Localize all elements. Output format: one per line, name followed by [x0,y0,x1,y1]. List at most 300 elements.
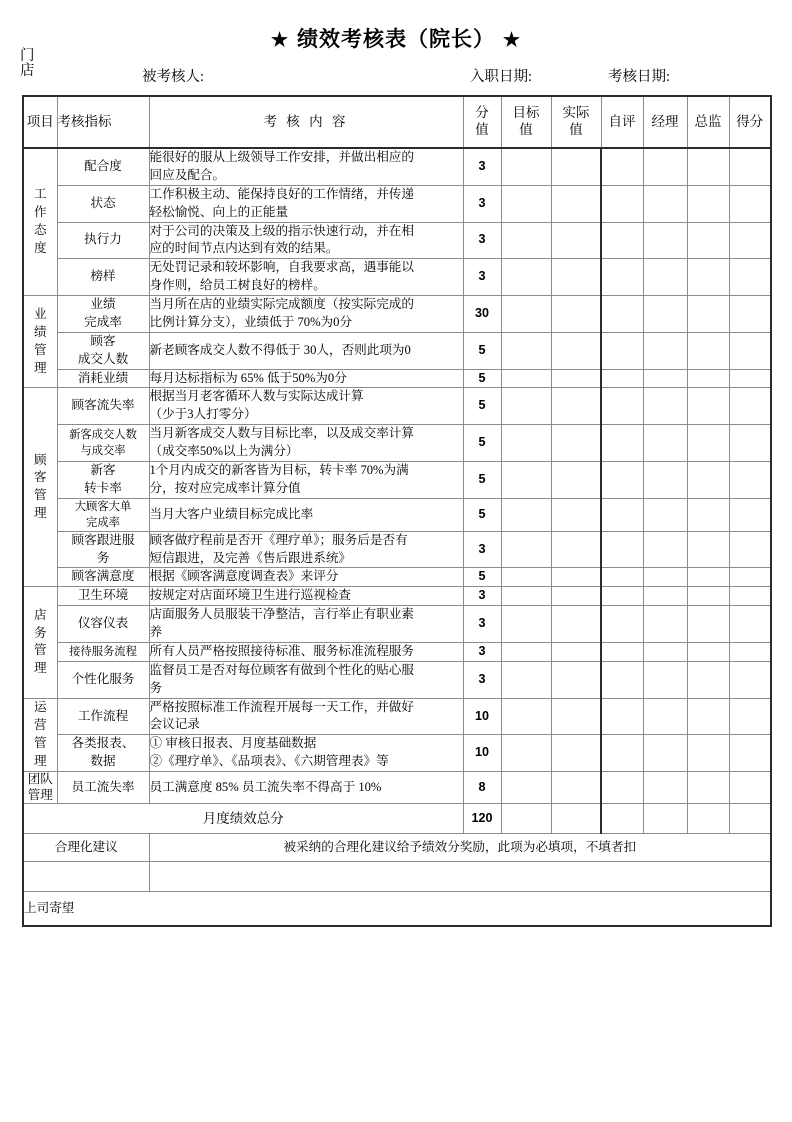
manager-rating-input-cell[interactable] [643,606,687,643]
table-row [23,531,771,568]
content-text: 工作积极主动、能保持良好的工作情绪，并传递 [149,186,414,201]
content-text: 会议记录 [149,717,200,732]
self-rating-input-cell[interactable] [601,148,643,185]
table-row [23,568,771,587]
category-label: 团队管理 [27,772,53,802]
indicator-cell [57,498,149,531]
total-manager-cell[interactable] [643,804,687,834]
indicator-text: 接待服务流程 [69,645,137,658]
category-label: 顾客管理 [33,452,47,521]
content-text: 能很好的服从上级领导工作安排，并做出相应的 [149,150,414,164]
content-cell [149,222,463,259]
category-label: 店务管理 [33,607,47,676]
score-value-cell: 3 [463,606,501,643]
target-input-cell[interactable] [501,425,551,462]
actual-input-cell[interactable] [551,772,601,804]
target-input-cell[interactable] [501,735,551,772]
column-header-score: 分 值 [463,96,501,148]
target-input-cell[interactable] [501,498,551,531]
content-cell [149,388,463,425]
self-rating-input-cell[interactable] [601,531,643,568]
self-rating-input-cell[interactable] [601,661,643,698]
indicator-text: 配合度 [84,158,122,173]
content-text: 短信跟进，及完善《售后跟进系统》 [149,550,351,565]
target-input-cell[interactable] [501,698,551,735]
self-rating-input-cell[interactable] [601,642,643,661]
indicator-text: 务 [96,550,110,565]
indicator-cell [57,296,149,333]
indicator-cell [57,332,149,369]
actual-input-cell[interactable] [551,259,601,296]
final-score-input-cell[interactable] [729,772,771,804]
target-input-cell[interactable] [501,222,551,259]
column-header-actual: 实际 值 [551,96,601,148]
final-score-input-cell[interactable] [729,568,771,587]
actual-input-cell[interactable] [551,222,601,259]
score-value-cell: 5 [463,568,501,587]
target-input-cell[interactable] [501,772,551,804]
actual-input-cell[interactable] [551,332,601,369]
content-cell [149,332,463,369]
indicator-text: 卫生环境 [77,588,129,603]
table-header-row [23,96,771,148]
score-value-cell: 3 [463,185,501,222]
category-label: 业绩管理 [33,306,47,375]
manager-rating-input-cell[interactable] [643,222,687,259]
content-text: 轻松愉悦、向上的正能量 [149,204,289,219]
indicator-text: 业绩 [90,297,116,311]
self-rating-input-cell[interactable] [601,369,643,388]
manager-rating-input-cell[interactable] [643,498,687,531]
total-self-cell[interactable] [601,804,643,834]
target-input-cell[interactable] [501,148,551,185]
indicator-text: 执行力 [84,232,122,247]
table-row [23,148,771,185]
category-cell [23,388,57,587]
content-text: 根据当月老客循环人数与实际达成计算 [149,389,364,404]
indicator-text: 榜样 [90,269,116,284]
director-rating-input-cell[interactable] [687,606,729,643]
content-text: 身作则，给员工树良好的榜样。 [149,278,326,293]
actual-input-cell[interactable] [551,296,601,333]
category-label: 运营管理 [33,700,47,768]
target-input-cell[interactable] [501,185,551,222]
self-rating-input-cell[interactable] [601,568,643,587]
self-rating-input-cell[interactable] [601,735,643,772]
director-rating-input-cell[interactable] [687,222,729,259]
final-score-input-cell[interactable] [729,698,771,735]
self-rating-input-cell[interactable] [601,772,643,804]
total-score-value: 120 [463,804,501,834]
final-score-input-cell[interactable] [729,332,771,369]
table-row [23,698,771,735]
table-row [23,606,771,643]
supervisor-expectation-cell[interactable]: 上司寄望 [23,892,771,926]
column-header-content: 考 核 内 容 [149,96,463,148]
column-header-indicator-line1: 考核 [57,113,85,129]
content-cell [149,606,463,643]
suggestion-row [23,834,771,862]
final-score-input-cell[interactable] [729,642,771,661]
manager-rating-input-cell[interactable] [643,698,687,735]
score-value-cell: 10 [463,735,501,772]
self-rating-input-cell[interactable] [601,259,643,296]
column-header-indicator-line2: 指标 [84,113,112,129]
actual-input-cell[interactable] [551,461,601,498]
indicator-text: 消耗业绩 [77,370,129,385]
actual-input-cell[interactable] [551,642,601,661]
manager-rating-input-cell[interactable] [643,259,687,296]
score-value-cell: 5 [463,461,501,498]
final-score-input-cell[interactable] [729,587,771,606]
total-label: 月度绩效总分 [23,804,463,834]
indicator-cell [57,606,149,643]
indicator-cell [57,531,149,568]
table-row [23,185,771,222]
title-text: 绩效考核表（院长） [297,27,495,51]
content-cell [149,698,463,735]
content-text: 养 [149,625,163,640]
self-rating-input-cell[interactable] [601,698,643,735]
table-row [23,332,771,369]
column-header-manager: 经理 [643,96,687,148]
indicator-text: 顾客 [90,333,116,348]
final-score-input-cell[interactable] [729,259,771,296]
total-director-cell[interactable] [687,804,729,834]
total-target-cell[interactable] [501,804,551,834]
actual-input-cell[interactable] [551,698,601,735]
content-cell [149,661,463,698]
assessee-field-label[interactable]: 被考核人: [142,68,205,85]
content-text: 店面服务人员服装干净整洁，言行举止有职业素 [149,607,414,622]
score-value-cell: 3 [463,148,501,185]
actual-input-cell[interactable] [551,531,601,568]
indicator-text: 与成交率 [80,445,126,457]
content-text: 所有人员严格按照接待标准、服务标准流程服务 [149,643,414,658]
indicator-cell [57,642,149,661]
content-text: 员工满意度 85% 员工流失率不得高于 10% [149,779,382,794]
content-cell [149,369,463,388]
content-cell [149,185,463,222]
actual-input-cell[interactable] [551,587,601,606]
total-actual-cell[interactable] [551,804,601,834]
content-cell [149,531,463,568]
score-value-cell: 5 [463,369,501,388]
table-row [23,425,771,462]
content-cell [149,259,463,296]
content-text: 当月所在店的业绩实际完成额度（按实际完成的 [149,297,414,311]
category-cell [23,587,57,698]
evaluation-table [22,95,772,927]
manager-rating-input-cell[interactable] [643,461,687,498]
suggestion-input-cell[interactable] [149,862,771,892]
store-label: 门店 [20,47,35,79]
manager-rating-input-cell[interactable] [643,735,687,772]
total-row [23,804,771,834]
target-input-cell[interactable] [501,259,551,296]
score-value-cell: 3 [463,259,501,296]
evaluation-table-body [23,96,771,926]
actual-input-cell[interactable] [551,388,601,425]
indicator-text: 员工流失率 [71,779,135,794]
manager-rating-input-cell[interactable] [643,568,687,587]
table-row [23,222,771,259]
star-right-icon: ★ [503,30,522,51]
final-score-input-cell[interactable] [729,369,771,388]
category-cell [23,772,57,804]
column-header-item: 项目 [23,96,57,148]
content-text: 分，按对应完成率计算分值 [149,480,301,495]
content-cell [149,642,463,661]
column-header-indicator [57,96,149,148]
actual-input-cell[interactable] [551,661,601,698]
manager-rating-input-cell[interactable] [643,388,687,425]
target-input-cell[interactable] [501,606,551,643]
table-row [23,661,771,698]
target-input-cell[interactable] [501,369,551,388]
score-value-cell: 5 [463,498,501,531]
content-text: （少于3人打零分） [149,407,257,422]
self-rating-input-cell[interactable] [601,461,643,498]
indicator-cell [57,587,149,606]
director-rating-input-cell[interactable] [687,642,729,661]
target-input-cell[interactable] [501,661,551,698]
column-header-self: 自评 [601,96,643,148]
category-cell [23,148,57,296]
content-cell [149,587,463,606]
self-rating-input-cell[interactable] [601,222,643,259]
final-score-input-cell[interactable] [729,735,771,772]
target-input-cell[interactable] [501,388,551,425]
score-value-cell: 30 [463,296,501,333]
score-value-cell: 3 [463,642,501,661]
final-score-input-cell[interactable] [729,388,771,425]
target-input-cell[interactable] [501,642,551,661]
director-rating-input-cell[interactable] [687,388,729,425]
content-cell [149,772,463,804]
indicator-text: 转卡率 [84,480,122,495]
content-text: 每月达标指标为 65% 低于50%为0分 [149,370,347,385]
indicator-cell [57,661,149,698]
final-score-input-cell[interactable] [729,606,771,643]
final-score-input-cell[interactable] [729,222,771,259]
indicator-text: 个性化服务 [71,671,135,686]
indicator-text: 新客 [90,462,116,477]
manager-rating-input-cell[interactable] [643,332,687,369]
self-rating-input-cell[interactable] [601,296,643,333]
column-header-final: 得分 [729,96,771,148]
director-rating-input-cell[interactable] [687,498,729,531]
content-text: ②《理疗单》、《品项表》、《六期管理表》等 [149,754,389,769]
indicator-cell [57,425,149,462]
manager-rating-input-cell[interactable] [643,296,687,333]
wish-row [23,892,771,926]
indicator-text: 顾客满意度 [71,569,135,584]
content-text: 1个月内成交的新客皆为目标，转卡率 70%为满 [149,462,409,477]
content-text: 当月新客成交人数与目标比率，以及成交率计算 [149,426,414,441]
manager-rating-input-cell[interactable] [643,185,687,222]
director-rating-input-cell[interactable] [687,461,729,498]
score-value-cell: 5 [463,425,501,462]
director-rating-input-cell[interactable] [687,425,729,462]
table-row [23,642,771,661]
target-input-cell[interactable] [501,531,551,568]
suggestion-blank-left[interactable] [23,862,149,892]
final-score-input-cell[interactable] [729,185,771,222]
final-score-input-cell[interactable] [729,661,771,698]
self-rating-input-cell[interactable] [601,587,643,606]
director-rating-input-cell[interactable] [687,735,729,772]
actual-input-cell[interactable] [551,185,601,222]
actual-input-cell[interactable] [551,498,601,531]
category-label: 工作态度 [33,187,47,255]
manager-rating-input-cell[interactable] [643,531,687,568]
indicator-cell [57,461,149,498]
manager-rating-input-cell[interactable] [643,661,687,698]
director-rating-input-cell[interactable] [687,369,729,388]
table-row [23,259,771,296]
indicator-text: 成交人数 [77,351,129,366]
hire-date-field-label[interactable]: 入职日期: [470,68,533,85]
director-rating-input-cell[interactable] [687,698,729,735]
table-row [23,296,771,333]
score-value-cell: 3 [463,587,501,606]
target-input-cell[interactable] [501,332,551,369]
total-final-cell[interactable] [729,804,771,834]
self-rating-input-cell[interactable] [601,498,643,531]
content-cell [149,296,463,333]
column-header-target: 目标 值 [501,96,551,148]
target-input-cell[interactable] [501,587,551,606]
score-value-cell: 5 [463,332,501,369]
final-score-input-cell[interactable] [729,148,771,185]
director-rating-input-cell[interactable] [687,185,729,222]
indicator-cell [57,148,149,185]
indicator-cell [57,568,149,587]
actual-input-cell[interactable] [551,148,601,185]
director-rating-input-cell[interactable] [687,332,729,369]
indicator-text: 新客成交人数 [69,428,137,441]
actual-input-cell[interactable] [551,369,601,388]
indicator-cell [57,388,149,425]
indicator-cell [57,772,149,804]
final-score-input-cell[interactable] [729,461,771,498]
self-rating-input-cell[interactable] [601,185,643,222]
content-text: 务 [149,680,163,695]
content-text: 根据《顾客满意度调查表》来评分 [149,569,339,584]
director-rating-input-cell[interactable] [687,148,729,185]
actual-input-cell[interactable] [551,606,601,643]
target-input-cell[interactable] [501,296,551,333]
actual-input-cell[interactable] [551,735,601,772]
indicator-text: 完成率 [86,516,120,529]
self-rating-input-cell[interactable] [601,425,643,462]
page-title [0,0,792,53]
director-rating-input-cell[interactable] [687,587,729,606]
indicator-cell [57,735,149,772]
final-score-input-cell[interactable] [729,498,771,531]
final-score-input-cell[interactable] [729,425,771,462]
score-value-cell: 8 [463,772,501,804]
target-input-cell[interactable] [501,568,551,587]
self-rating-input-cell[interactable] [601,606,643,643]
review-date-field-label[interactable]: 考核日期: [608,68,671,85]
content-cell [149,461,463,498]
column-header-director: 总监 [687,96,729,148]
indicator-text: 仪容仪表 [77,616,129,631]
content-text: 顾客做疗程前是否开《理疗单》；服务后是否有 [149,532,408,547]
manager-rating-input-cell[interactable] [643,425,687,462]
content-text: 对于公司的决策及上级的指示快速行动，并在相 [149,223,414,238]
target-input-cell[interactable] [501,461,551,498]
director-rating-input-cell[interactable] [687,531,729,568]
self-rating-input-cell[interactable] [601,388,643,425]
director-rating-input-cell[interactable] [687,259,729,296]
director-rating-input-cell[interactable] [687,296,729,333]
manager-rating-input-cell[interactable] [643,642,687,661]
score-value-cell: 3 [463,531,501,568]
indicator-text: 大顾客大单 [74,500,132,513]
content-cell [149,148,463,185]
content-text: ① 审核日报表、月度基础数据 [149,736,317,751]
form-header-fields [0,47,792,95]
indicator-text: 顾客跟进服 [71,532,135,547]
table-row [23,772,771,804]
final-score-input-cell[interactable] [729,531,771,568]
star-left-icon: ★ [270,30,289,51]
table-row [23,587,771,606]
indicator-text: 完成率 [84,314,122,329]
content-text: 无处罚记录和较坏影响，自我要求高，遇事能以 [149,260,414,275]
table-row [23,498,771,531]
manager-rating-input-cell[interactable] [643,772,687,804]
actual-input-cell[interactable] [551,568,601,587]
content-text: （成交率50%以上为满分） [149,444,299,458]
table-row [23,735,771,772]
score-value-cell: 5 [463,388,501,425]
manager-rating-input-cell[interactable] [643,148,687,185]
manager-rating-input-cell[interactable] [643,369,687,388]
final-score-input-cell[interactable] [729,296,771,333]
indicator-text: 工作流程 [77,708,129,723]
indicator-cell [57,369,149,388]
content-text: 新老顾客成交人数不得低于 30人，否则此项为0 [149,342,411,357]
score-value-cell: 3 [463,661,501,698]
content-cell [149,425,463,462]
indicator-text: 数据 [90,754,116,769]
table-row [23,369,771,388]
content-text: 严格按照标准工作流程开展每一天工作，并做好 [149,699,414,714]
suggestion-text: 被采纳的合理化建议给予绩效分奖励，此项为必填项，不填者扣 [149,834,771,862]
score-value-cell: 10 [463,698,501,735]
actual-input-cell[interactable] [551,425,601,462]
director-rating-input-cell[interactable] [687,661,729,698]
director-rating-input-cell[interactable] [687,568,729,587]
category-cell [23,698,57,772]
manager-rating-input-cell[interactable] [643,587,687,606]
suggestion-label: 合理化建议 [23,834,149,862]
indicator-cell [57,185,149,222]
self-rating-input-cell[interactable] [601,332,643,369]
content-cell [149,735,463,772]
content-cell [149,568,463,587]
content-text: 比例计算分支），业绩低于 70%为0分 [149,314,353,329]
indicator-text: 各类报表、 [71,736,135,751]
indicator-cell [57,259,149,296]
content-text: 监督员工是否对每位顾客有做到个性化的贴心服 [149,662,414,677]
director-rating-input-cell[interactable] [687,772,729,804]
indicator-text: 状态 [90,195,116,210]
